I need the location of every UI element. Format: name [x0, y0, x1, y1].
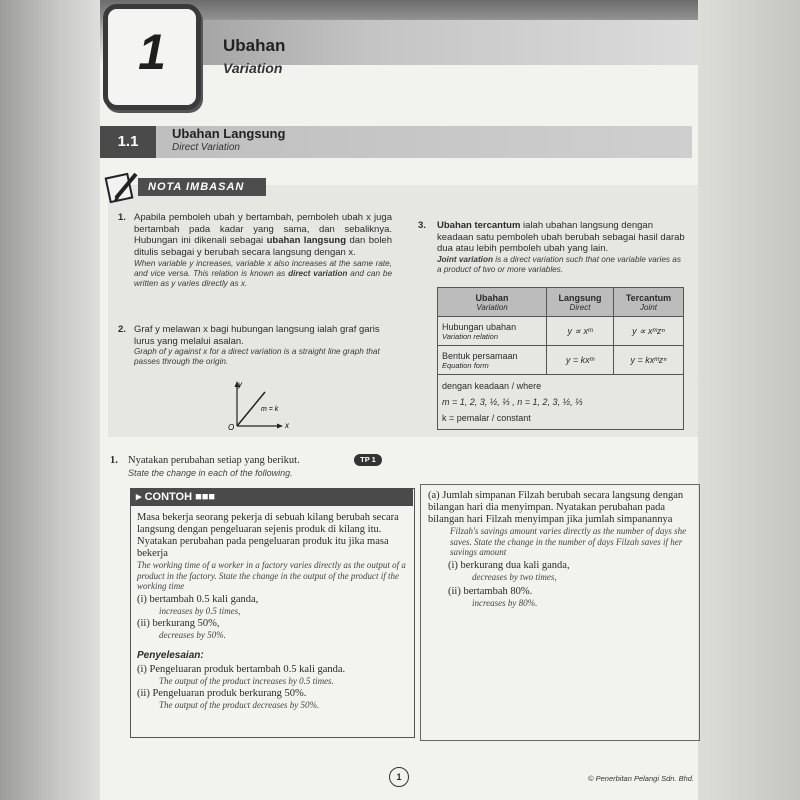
table-condition-constant: k = pemalar / constant — [442, 413, 531, 423]
row-label-ms: Bentuk persamaan — [442, 350, 518, 361]
table-header-ms: Tercantum — [625, 292, 672, 303]
table-condition-where: dengan keadaan / where — [442, 381, 542, 391]
graph-gradient-label: m = k — [261, 406, 279, 413]
question-a-part-ii-en: increases by 80%. — [472, 598, 538, 608]
question-a — [428, 490, 692, 609]
table-header-ms: Langsung — [558, 292, 602, 303]
contoh-part-i-ms: (i) bertambah 0.5 kali ganda, — [137, 593, 259, 605]
nota-item-3-number: 3. — [418, 220, 426, 231]
nota-item-3-ms-bold: Ubahan tercantum — [437, 220, 521, 231]
nota-item-2-ms: Graf y melawan x bagi hubungan langsung ialah graf garis lurus yang melalui asalan. — [134, 324, 380, 347]
table-cell: y ∝ xᵐ — [547, 317, 614, 346]
table-header-variation — [438, 288, 547, 317]
graph-origin-label: O — [228, 423, 235, 432]
contoh-question — [137, 512, 409, 711]
graph-x-label: x — [285, 421, 289, 430]
table-conditions — [438, 375, 684, 430]
table-header-direct — [547, 288, 614, 317]
page-left-shadow — [0, 0, 100, 800]
nota-item-1-en-a: When variable y increases, variable x also increases at the same rate, and vice versa. This relation is known as — [134, 259, 392, 278]
table-cell-label — [438, 317, 547, 346]
contoh-question-en: The working time of a worker in a factory varies directly as the output of a product in the factory. State the change in the output of the product if the working time — [137, 560, 406, 591]
solution-heading: Penyelesaian: — [137, 649, 204, 661]
table-header-en: Variation — [476, 302, 508, 312]
nota-item-3-en — [437, 255, 687, 275]
question-a-part-i-ms: (i) berkurang dua kali ganda, — [448, 559, 570, 571]
publisher-credit: © Penerbitan Pelangi Sdn. Bhd. — [588, 774, 695, 783]
nota-item-1-ms-a: Apabila pemboleh ubah y bertambah, pemboleh ubah x juga bertambah pada kadar yang sama, dan sebaliknya. Hubungan ini dikenali sebagai — [134, 212, 392, 246]
nota-item-1-ms-c: dan boleh ditulis sebagai y berubah secara langsung dengan x. — [134, 235, 392, 258]
table-cell: y = kxᵐzⁿ — [613, 346, 683, 375]
table-header-joint — [613, 288, 683, 317]
nota-item-1-number: 1. — [118, 212, 126, 223]
nota-item-2 — [134, 324, 396, 367]
chapter-title: Ubahan — [223, 36, 286, 55]
table-cell: y = kxᵐ — [547, 346, 614, 375]
chapter-number-box — [103, 4, 201, 110]
row-label-ms: Hubungan ubahan — [442, 321, 517, 332]
question-number: 1. — [110, 455, 118, 466]
nota-item-2-en: Graph of y against x for a direct variation is a straight line graph that passes through the origin. — [134, 347, 380, 366]
chapter-subtitle: Variation — [223, 60, 283, 76]
pencil-icon — [102, 168, 142, 208]
nota-item-1-ms-bold: ubahan langsung — [266, 235, 347, 246]
solution-i-en: The output of the product increases by 0.5 times. — [159, 675, 334, 686]
row-label-en: Variation relation — [442, 331, 499, 341]
table-row — [438, 317, 684, 346]
table-cell: y ∝ xᵐzⁿ — [613, 317, 683, 346]
question-en: State the change in each of the following. — [128, 468, 293, 478]
table-condition-values: m = 1, 2, 3, ½, ⅓ , n = 1, 2, 3, ½, ⅓ — [442, 397, 583, 407]
section-subtitle: Direct Variation — [172, 142, 240, 153]
contoh-part-ii-ms: (ii) berkurang 50%, — [137, 618, 220, 629]
page-right-shadow — [698, 0, 800, 800]
solution-ii-en: The output of the product decreases by 50%. — [159, 700, 320, 710]
row-label-en: Equation form — [442, 360, 489, 370]
chapter-number: 1 — [138, 24, 166, 80]
nota-item-1-en — [134, 259, 392, 289]
nota-imbasan-label: NOTA IMBASAN — [138, 178, 266, 196]
table-header-en: Direct — [569, 302, 591, 312]
solution-i-ms: (i) Pengeluaran produk bertambah 0.5 kali ganda. — [137, 663, 346, 675]
play-icon: ▸ — [136, 491, 142, 503]
contoh-question-ms: Masa bekerja seorang pekerja di sebuah kilang berubah secara langsung dengan pengeluaran sejenis produk di kilang itu. Nyatakan perubahan pada pengeluaran produk itu jika masa bekerja — [137, 512, 399, 559]
nota-item-2-number: 2. — [118, 324, 126, 335]
nota-item-3-en-bold: Joint variation — [437, 254, 493, 264]
contoh-part-ii-en: decreases by 50%. — [159, 630, 226, 640]
table-row — [438, 346, 684, 375]
nota-item-1-en-bold: direct variation — [288, 269, 348, 278]
table-cell-label — [438, 346, 547, 375]
nota-item-1 — [134, 212, 392, 289]
question-a-ms: (a) Jumlah simpanan Filzah berubah secara langsung dengan bilangan hari dia menyimpan. Nyatakan perubahan pada bilangan hari Filzah menyimpan jika jumlah simpanannya — [428, 490, 684, 525]
question-a-part-ii-ms: (ii) bertambah 80%. — [448, 586, 533, 597]
direct-variation-graph — [225, 378, 295, 433]
section-title: Ubahan Langsung — [172, 126, 286, 141]
variation-table — [437, 287, 684, 430]
question-a-en: Filzah's savings amount varies directly as the number of days she saves. State the change in the number of days Filzah saves if her savings amount — [450, 526, 687, 557]
table-header-ms: Ubahan — [475, 292, 509, 303]
question-a-part-i-en: decreases by two times, — [472, 571, 557, 582]
nota-item-3-ms: ialah ubahan langsung dengan keadaan satu pemboleh ubah berubah sebagai hasil darab dua atau lebih pemboleh ubah yang lain. — [437, 220, 685, 254]
page-number: 1 — [389, 767, 409, 787]
nota-item-3-en-text: is a direct variation such that one variable varies as a product of two or more variables. — [437, 254, 681, 274]
contoh-part-i-en: increases by 0.5 times, — [159, 605, 241, 616]
question-ms: Nyatakan perubahan setiap yang berikut. — [128, 455, 300, 466]
graph-y-label: y — [238, 380, 242, 389]
nota-item-1-en-c: and can be written as y varies directly as x. — [134, 269, 393, 288]
contoh-label — [130, 488, 413, 506]
tp-badge: TP 1 — [354, 454, 382, 466]
solution-ii-ms: (ii) Pengeluaran produk berkurang 50%. — [137, 688, 307, 699]
table-header-en: Joint — [640, 302, 657, 312]
nota-item-3 — [437, 220, 687, 275]
contoh-label-text: CONTOH ■■■ — [144, 491, 216, 503]
section-number: 1.1 — [100, 126, 156, 158]
